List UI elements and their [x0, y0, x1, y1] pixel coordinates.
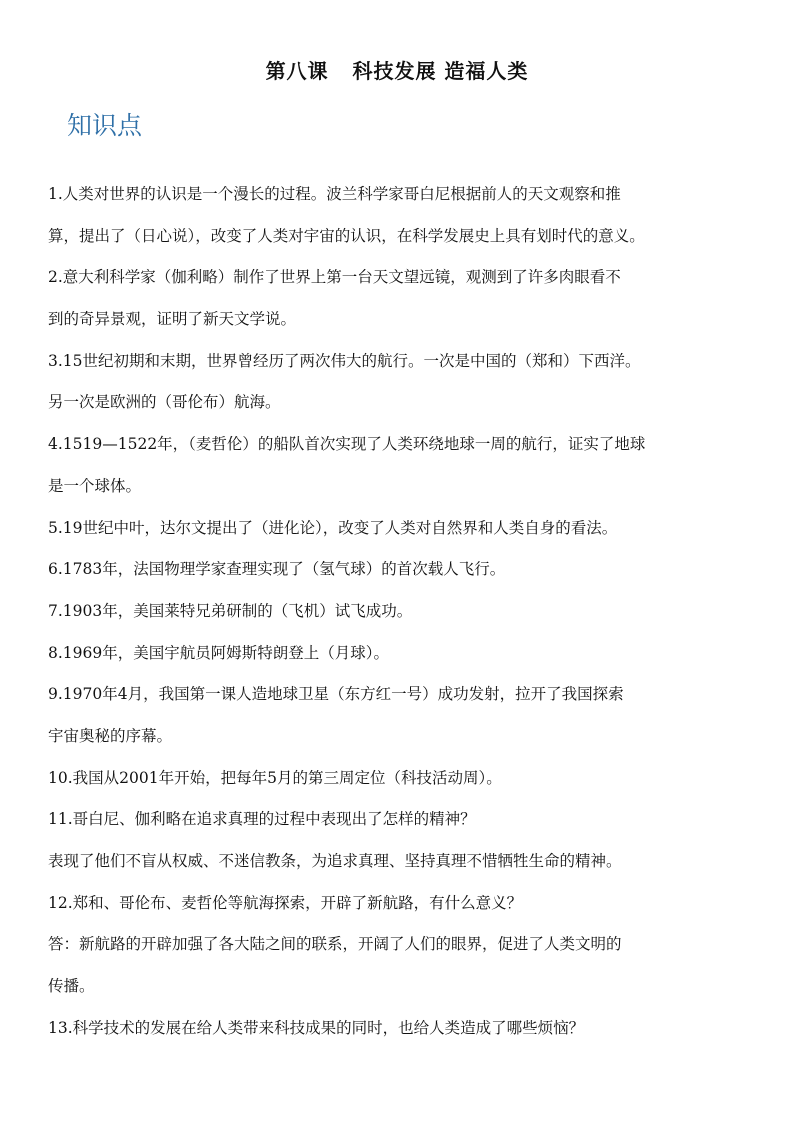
text-line: 3.15世纪初期和末期，世界曾经历了两次伟大的航行。一次是中国的（郑和）下西洋。 [48, 351, 641, 370]
text-line: 7.1903年，美国莱特兄弟研制的（飞机）试飞成功。 [48, 601, 413, 620]
section-heading: 知识点 [67, 111, 143, 140]
content-body [48, 175, 758, 1050]
text-line: 宇宙奥秘的序幕。 [48, 726, 173, 745]
text-line: 到的奇异景观，证明了新天文学说。 [48, 310, 297, 329]
text-line: 6.1783年，法国物理学家查理实现了（氢气球）的首次载人飞行。 [48, 560, 506, 579]
text-line: 10.我国从2001年开始，把每年5月的第三周定位（科技活动周）。 [48, 768, 502, 787]
text-line: 2.意大利科学家（伽利略）制作了世界上第一台天文望远镜，观测到了许多肉眼看不 [48, 268, 621, 287]
text-line: 11.哥白尼、伽利略在追求真理的过程中表现出了怎样的精神？ [48, 810, 476, 829]
text-line: 答：新航路的开辟加强了各大陆之间的联系，开阔了人们的眼界，促进了人类文明的 [48, 935, 622, 954]
text-line: 传播。 [48, 977, 95, 996]
text-line: 4.1519—1522年，（麦哲伦）的船队首次实现了人类环绕地球一周的航行，证实了地球 [48, 435, 646, 454]
text-line: 8.1969年，美国宇航员阿姆斯特朗登上（月球）。 [48, 643, 389, 662]
text-line: 13.科学技术的发展在给人类带来科技成果的同时，也给人类造成了哪些烦恼？ [48, 1018, 585, 1037]
text-line: 算，提出了（日心说），改变了人类对宇宙的认识，在科学发展史上具有划时代的意义。 [48, 226, 645, 245]
text-line: 是一个球体。 [48, 476, 142, 495]
text-line: 9.1970年4月，我国第一课人造地球卫星（东方红一号）成功发射，拉开了我国探索 [48, 685, 624, 704]
text-line: 另一次是欧洲的（哥伦布）航海。 [48, 393, 281, 412]
text-line: 12.郑和、哥伦布、麦哲伦等航海探索，开辟了新航路，有什么意义？ [48, 893, 523, 912]
document-title: 第八课 科技发展 造福人类 [265, 59, 529, 83]
text-line: 1.人类对世界的认识是一个漫长的过程。波兰科学家哥白尼根据前人的天文观察和推 [48, 185, 621, 203]
text-line: 表现了他们不盲从权威、不迷信教条，为追求真理、坚持真理不惜牺牲生命的精神。 [48, 852, 622, 870]
text-line: 5.19世纪中叶，达尔文提出了（进化论），改变了人类对自然界和人类自身的看法。 [48, 518, 618, 537]
